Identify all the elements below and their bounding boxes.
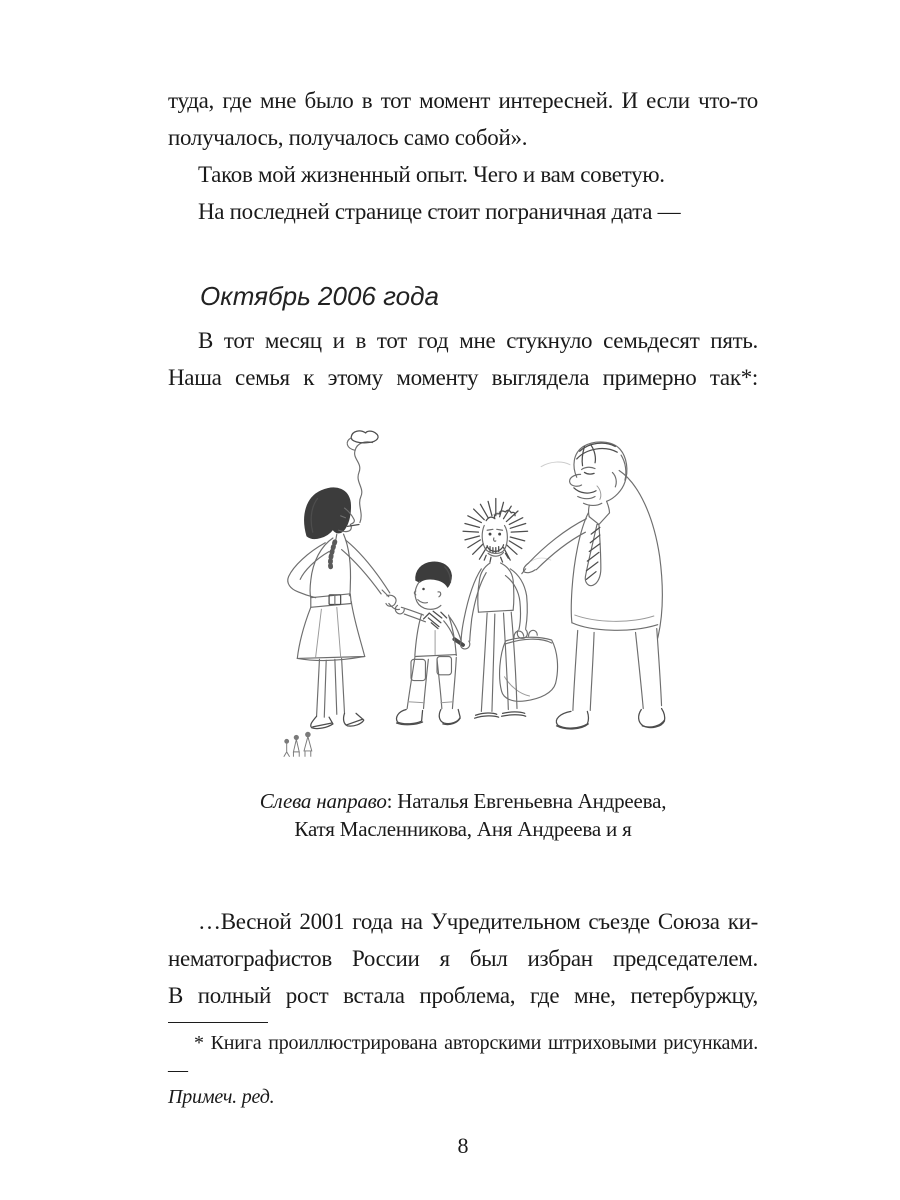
figure-caption xyxy=(168,787,758,843)
paragraph-opening xyxy=(168,82,758,156)
caption-line: Катя Масленникова, Аня Андреева и я xyxy=(294,817,632,841)
caption-line xyxy=(168,787,758,815)
text-line: В тот месяц и в тот год мне стукнуло семьдесят пять. xyxy=(198,328,758,353)
paragraph-birthday xyxy=(168,322,758,396)
family-sketch-illustration xyxy=(252,415,676,765)
woman-figure xyxy=(288,431,400,729)
footnote-rule xyxy=(168,1022,268,1023)
text-line: Наша семья к этому моменту выглядела примерно так*: xyxy=(168,365,758,390)
footnote-attribution: Примеч. ред. xyxy=(168,1086,275,1108)
tiny-doodle-figures xyxy=(284,732,312,756)
page-number: 8 xyxy=(457,1133,469,1158)
text-line: нематографистов России я был избран председателем. xyxy=(168,946,758,971)
footnote-text: * Книга проиллюстрирована авторскими штриховыми рисунками. — xyxy=(168,1032,758,1081)
text-column xyxy=(168,0,758,1159)
boy-figure xyxy=(395,562,463,725)
footnote xyxy=(168,1030,758,1111)
paragraph-border-date: На последней странице стоит пограничная дата — xyxy=(198,199,681,224)
caption-rest: : Наталья Евгеньевна Андреева, xyxy=(386,789,667,813)
caption-lead: Слева направо xyxy=(259,789,387,813)
text-line: …Весной 2001 года на Учредительном съезде Союза ки- xyxy=(198,909,758,934)
section-heading: Октябрь 2006 года xyxy=(200,281,439,311)
family-sketch-svg xyxy=(252,415,676,765)
text-line: туда, где мне было в тот момент интересней. И если что-то xyxy=(168,88,758,113)
text-line: В полный рост встала проблема, где мне, петербуржцу, xyxy=(168,983,758,1008)
paragraph-congress xyxy=(168,903,758,1014)
curly-figure xyxy=(460,498,557,718)
text-line: получалось, получалось само собой». xyxy=(168,125,528,150)
man-figure xyxy=(522,442,665,729)
paragraph-advice: Таков мой жизненный опыт. Чего и вам советую. xyxy=(198,162,665,187)
